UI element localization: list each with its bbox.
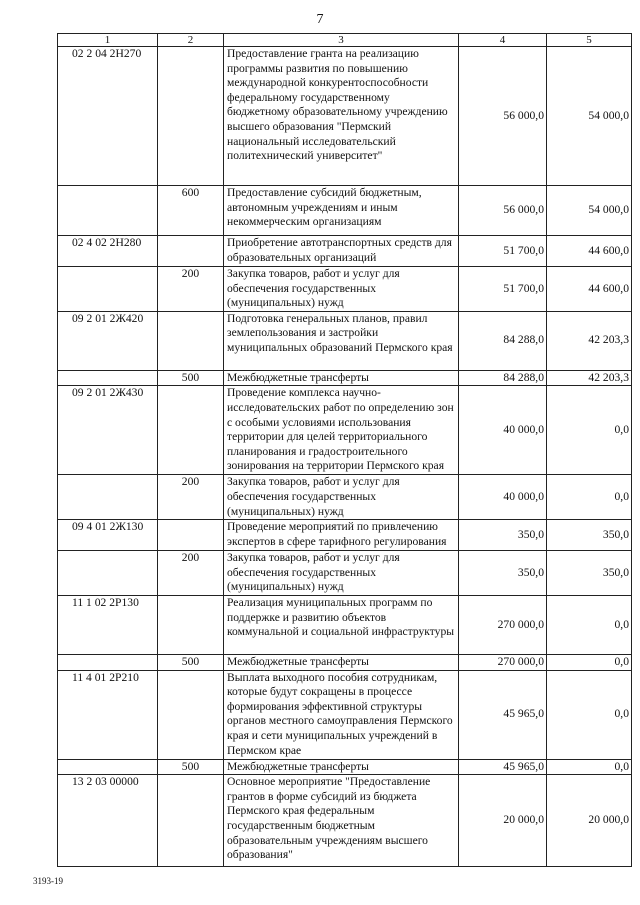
cell-target-code — [58, 370, 158, 386]
table-row — [58, 386, 632, 475]
cell-target-code — [58, 475, 158, 520]
cell-amount-col4: 350,0 — [459, 520, 547, 551]
cell-description: Закупка товаров, работ и услуг для обеспечения государственных (муниципальных) нужд — [224, 267, 459, 312]
cell-description: Проведение комплекса научно-исследовательских работ по определению зон с особыми условиями использования территории для целей территориального планирования и градостроительного зонирования на территории Пермского края — [224, 386, 459, 475]
cell-target-code: 09 4 01 2Ж130 — [58, 520, 158, 551]
cell-amount-col5: 350,0 — [547, 520, 632, 551]
cell-expense-type — [158, 520, 224, 551]
column-header-row — [58, 34, 632, 47]
cell-amount-col5: 0,0 — [547, 595, 632, 654]
cell-amount-col4: 45 965,0 — [459, 759, 547, 775]
cell-target-code: 09 2 01 2Ж430 — [58, 386, 158, 475]
table-row — [58, 311, 632, 370]
table-row — [58, 551, 632, 596]
table-row — [58, 186, 632, 236]
column-header-5: 5 — [547, 34, 632, 47]
cell-description: Подготовка генеральных планов, правил землепользования и застройки муниципальных образований Пермского края — [224, 311, 459, 370]
cell-description: Закупка товаров, работ и услуг для обеспечения государственных (муниципальных) нужд — [224, 475, 459, 520]
document-footer-code: 3193-19 — [33, 876, 63, 886]
cell-expense-type — [158, 775, 224, 867]
table-row — [58, 520, 632, 551]
cell-amount-col4: 51 700,0 — [459, 267, 547, 312]
cell-description: Реализация муниципальных программ по поддержке и развитию объектов коммунальной и социальной инфраструктуры — [224, 595, 459, 654]
cell-amount-col5: 54 000,0 — [547, 47, 632, 186]
cell-amount-col4: 84 288,0 — [459, 370, 547, 386]
cell-amount-col4: 56 000,0 — [459, 186, 547, 236]
cell-amount-col5: 0,0 — [547, 475, 632, 520]
cell-amount-col5: 0,0 — [547, 670, 632, 759]
cell-amount-col4: 40 000,0 — [459, 475, 547, 520]
table-row — [58, 475, 632, 520]
cell-expense-type: 500 — [158, 654, 224, 670]
cell-target-code: 11 1 02 2Р130 — [58, 595, 158, 654]
page-number: 7 — [316, 12, 324, 27]
cell-description: Приобретение автотранспортных средств для образовательных организаций — [224, 236, 459, 267]
cell-expense-type: 600 — [158, 186, 224, 236]
column-header-3: 3 — [224, 34, 459, 47]
cell-description: Предоставление гранта на реализацию программы развития по повышению международной конкурентоспособности федеральному государственному бюджетному образовательному учреждению высшего образования "Пермский национальный исследовательский политехнический университет" — [224, 47, 459, 186]
column-header-4: 4 — [459, 34, 547, 47]
cell-description: Закупка товаров, работ и услуг для обеспечения государственных (муниципальных) нужд — [224, 551, 459, 596]
cell-amount-col5: 42 203,3 — [547, 311, 632, 370]
cell-target-code — [58, 654, 158, 670]
cell-amount-col5: 42 203,3 — [547, 370, 632, 386]
cell-target-code — [58, 551, 158, 596]
cell-expense-type — [158, 670, 224, 759]
cell-amount-col5: 0,0 — [547, 759, 632, 775]
cell-description: Межбюджетные трансферты — [224, 370, 459, 386]
cell-amount-col5: 0,0 — [547, 654, 632, 670]
cell-amount-col4: 20 000,0 — [459, 775, 547, 867]
cell-expense-type — [158, 311, 224, 370]
cell-amount-col4: 40 000,0 — [459, 386, 547, 475]
cell-target-code — [58, 759, 158, 775]
table-row — [58, 670, 632, 759]
cell-expense-type: 500 — [158, 759, 224, 775]
table-row — [58, 654, 632, 670]
cell-target-code — [58, 267, 158, 312]
cell-amount-col5: 0,0 — [547, 386, 632, 475]
cell-expense-type: 200 — [158, 267, 224, 312]
cell-description: Межбюджетные трансферты — [224, 654, 459, 670]
cell-amount-col4: 350,0 — [459, 551, 547, 596]
cell-target-code: 09 2 01 2Ж420 — [58, 311, 158, 370]
cell-expense-type: 500 — [158, 370, 224, 386]
cell-target-code: 11 4 01 2Р210 — [58, 670, 158, 759]
cell-description: Основное мероприятие "Предоставление грантов в форме субсидий из бюджета Пермского края федеральным государственным бюджетным образовательным учреждениям высшего образования" — [224, 775, 459, 867]
column-header-1: 1 — [58, 34, 158, 47]
cell-amount-col5: 54 000,0 — [547, 186, 632, 236]
table-row — [58, 47, 632, 186]
table-row — [58, 236, 632, 267]
cell-amount-col4: 45 965,0 — [459, 670, 547, 759]
cell-target-code: 02 4 02 2Н280 — [58, 236, 158, 267]
cell-description: Проведение мероприятий по привлечению экспертов в сфере тарифного регулирования — [224, 520, 459, 551]
cell-amount-col4: 56 000,0 — [459, 47, 547, 186]
cell-expense-type — [158, 386, 224, 475]
cell-description: Предоставление субсидий бюджетным, автономным учреждениям и иным некоммерческим организациям — [224, 186, 459, 236]
cell-amount-col5: 44 600,0 — [547, 267, 632, 312]
cell-amount-col5: 20 000,0 — [547, 775, 632, 867]
cell-amount-col4: 270 000,0 — [459, 654, 547, 670]
cell-description: Межбюджетные трансферты — [224, 759, 459, 775]
cell-expense-type — [158, 47, 224, 186]
budget-table — [57, 33, 632, 867]
cell-amount-col5: 44 600,0 — [547, 236, 632, 267]
table-row — [58, 759, 632, 775]
cell-expense-type: 200 — [158, 551, 224, 596]
cell-expense-type: 200 — [158, 475, 224, 520]
cell-amount-col4: 84 288,0 — [459, 311, 547, 370]
table-row — [58, 595, 632, 654]
budget-table-body — [58, 34, 632, 867]
cell-expense-type — [158, 595, 224, 654]
cell-amount-col4: 270 000,0 — [459, 595, 547, 654]
cell-target-code: 13 2 03 00000 — [58, 775, 158, 867]
column-header-2: 2 — [158, 34, 224, 47]
table-row — [58, 370, 632, 386]
cell-target-code — [58, 186, 158, 236]
cell-target-code: 02 2 04 2Н270 — [58, 47, 158, 186]
table-row — [58, 775, 632, 867]
cell-expense-type — [158, 236, 224, 267]
table-row — [58, 267, 632, 312]
cell-amount-col4: 51 700,0 — [459, 236, 547, 267]
cell-description: Выплата выходного пособия сотрудникам, которые будут сокращены в процессе формирования эффективной структуры органов местного самоуправления Пермского края и сети муниципальных учреждений в Пермском крае — [224, 670, 459, 759]
cell-amount-col5: 350,0 — [547, 551, 632, 596]
